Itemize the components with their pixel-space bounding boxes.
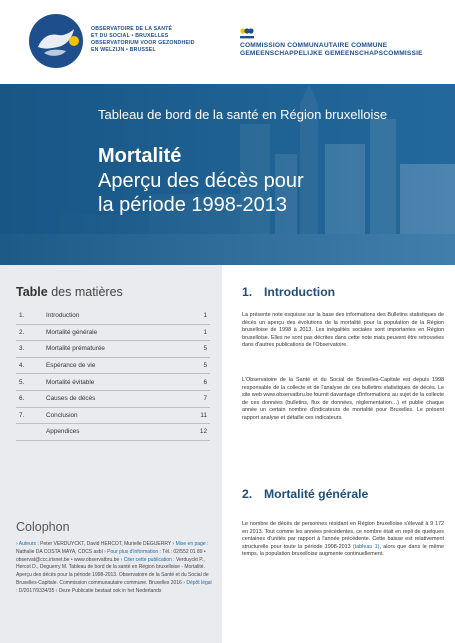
commission-logo-icon: [240, 28, 254, 40]
toc-item-conclusion[interactable]: 7. Conclusion 11: [16, 408, 210, 425]
page-header: [0, 0, 455, 84]
toc-item-mortalite-generale[interactable]: 2. Mortalité générale 1: [16, 325, 210, 342]
report-series-title: Tableau de bord de la santé en Région bruxelloise: [98, 107, 388, 122]
page-subtitle: Aperçu des décès pour la période 1998-2013: [98, 170, 304, 216]
main-content: [222, 265, 455, 643]
toc-item-mortalite-prematuree[interactable]: 3. Mortalité prématurée 5: [16, 341, 210, 358]
toc-item-causes-de-deces[interactable]: 6. Causes de décès 7: [16, 391, 210, 408]
observatoire-logo-icon: [28, 13, 84, 69]
intro-paragraph-2: L'Observatoire de la Santé et du Social de Bruxelles-Capitale est depuis 1998 responsable de la collecte et de l'analyse de ces bulletins statistiques de décès. Le site web www.observatbru.be fournit davantage d'informations au sujet de la collecte de ces données (bulletins, flux de données, réglementation…) et publie chaque année un certain nombre d'indicateurs de mortalité pour Bruxelles. Le présent rapport analyse et détaille ces indicateurs.: [242, 377, 444, 421]
section-heading-introduction: 1. Introduction: [242, 285, 336, 299]
commission-name: COMMISSION COMMUNAUTAIRE COMMUNE GEMEENSCHAPPELIJKE GEMEENSCHAPSCOMMISSIE: [240, 42, 423, 57]
toc-item-esperance-de-vie[interactable]: 4. Espérance de vie 5: [16, 358, 210, 375]
colophon-text: › Auteurs : Peter VERDUYCKT, David HERCOT, Murielle DEGUERRY › Mise en page : Nathalie DA COSTA MAYA, CDCS asbl › Pour plus d'information : Tél.: 02/552 01 89 • observat@ccc.irisnet.be • www.observatbru.be › Citer cette publication : Verduyckt P., Hercot D., Deguerry M. Tableau de bord de la santé en Région bruxelloise - Mortalité. Aperçu des décès pour la période 1998-2013. Observatoire de la Santé et du Social de Bruxelles-Capitale. Commission communautaire commune. Bruxelles 2016 › Dépôt légal : D/2017/9334/35 › Deze Publicatie bestaat ook in het Nederlands: [16, 541, 212, 594]
colophon-heading: Colophon: [16, 520, 70, 534]
toc-heading: Table des matières: [16, 285, 123, 299]
mortalite-paragraph-1: Le nombre de décès de personnes résidant en Région bruxelloise s'élevait à 9 172 en 2013. Tout comme les années précédentes, ce nombre était en repli de quelques centaines d'unités par rapport à l'année précédente. Cette baisse est relativement structurelle pour toute la période 1998-2013 (tableau 1), alors que dans le même temps, la population bruxelloise augmente continuellement.: [242, 521, 444, 558]
table-of-contents: [16, 308, 210, 441]
table-1-link[interactable]: (tableau 1): [352, 543, 380, 550]
title-banner: [0, 84, 455, 265]
toc-item-introduction[interactable]: 1. Introduction 1: [16, 308, 210, 325]
page-title: Mortalité: [98, 145, 182, 167]
section-heading-mortalite-generale: 2. Mortalité générale: [242, 487, 369, 501]
toc-item-appendices[interactable]: Appendices 12: [16, 424, 210, 441]
intro-paragraph-1: La présente note esquisse sur la base des informations des Bulletins statistiques de décès un aperçu des évolutions de la mortalité pour la population de la Région bruxelloise de 1998 à 2013. Les inégalités sociales sont importantes en Région bruxelloise. Elles ne sont pas décrites dans cette note mais peuvent être retrouvées dans d'autres publications de l'Observatoire.: [242, 312, 444, 349]
observatoire-name: OBSERVATOIRE DE LA SANTÉ ET DU SOCIAL • BRUXELLES OBSERVATORIUM VOOR GEZONDHEID EN WELZIJN • BRUSSEL: [91, 26, 195, 53]
toc-item-mortalite-evitable[interactable]: 5. Mortalité évitable 6: [16, 374, 210, 391]
sidebar: [0, 265, 222, 643]
